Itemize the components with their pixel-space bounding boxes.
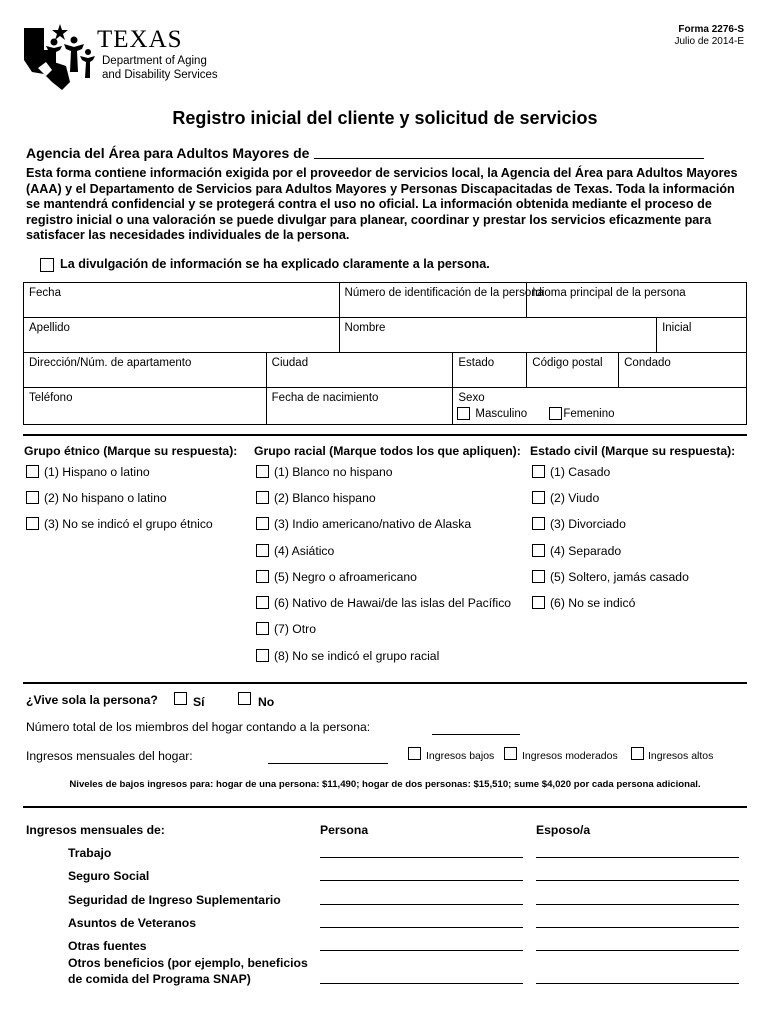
household-income-input-line[interactable] [268,763,388,764]
racial-option: (2) Blanco hispano [256,491,376,505]
texas-state-figures-icon [24,22,96,92]
income-esposo-line[interactable] [536,927,739,928]
inicial-field[interactable]: Inicial [657,318,747,353]
logo-department-line: Department of Aging [102,55,207,67]
condado-field[interactable]: Condado [619,353,747,388]
income-persona-line[interactable] [320,904,523,905]
lives-alone-si-checkbox[interactable] [174,692,187,705]
lives-alone-no-checkbox[interactable] [238,692,251,705]
income-high-checkbox[interactable] [631,747,644,760]
racial-checkbox[interactable] [256,570,269,583]
marital-checkbox[interactable] [532,465,545,478]
marital-status-header: Estado civil (Marque su respuesta): [530,444,736,458]
income-high-label: Ingresos altos [648,750,714,762]
id-number-field[interactable]: Número de identificación de la persona [339,283,527,318]
apellido-field[interactable]: Apellido [24,318,340,353]
income-moderate-label: Ingresos moderados [522,750,618,762]
racial-option: (1) Blanco no hispano [256,465,393,479]
fecha-field[interactable]: Fecha [24,283,340,318]
income-esposo-line[interactable] [536,857,739,858]
masculino-checkbox[interactable] [457,407,470,420]
racial-option: (4) Asiático [256,544,334,558]
income-esposo-line[interactable] [536,880,739,881]
income-persona-line[interactable] [320,983,523,984]
racial-checkbox[interactable] [256,596,269,609]
language-field[interactable]: Idioma principal de la persona [527,283,747,318]
marital-checkbox[interactable] [532,517,545,530]
ethnic-checkbox[interactable] [26,491,39,504]
income-persona-line[interactable] [320,950,523,951]
lives-alone-si-label: Sí [193,695,205,709]
marital-option: (1) Casado [532,465,610,479]
income-row-label: Seguridad de Ingreso Suplementario [68,893,281,907]
marital-checkbox[interactable] [532,596,545,609]
income-persona-line[interactable] [320,880,523,881]
ethnic-group-header: Grupo étnico (Marque su respuesta): [24,444,238,458]
disclosure-label: La divulgación de información se ha explicado claramente a la persona. [60,257,490,271]
income-esposo-line[interactable] [536,950,739,951]
income-persona-line[interactable] [320,927,523,928]
form-date: Julio de 2014-E [674,36,744,47]
racial-option: (3) Indio americano/nativo de Alaska [256,517,471,531]
direccion-field[interactable]: Dirección/Núm. de apartamento [24,353,267,388]
marital-option: (6) No se indicó [532,596,635,610]
section-divider-2 [23,682,747,684]
racial-group-header: Grupo racial (Marque todos los que apliquen): [254,444,521,458]
household-members-label: Número total de los miembros del hogar contando a la persona: [26,720,371,734]
income-row-label: Otros beneficios (por ejemplo, beneficios de comida del Programa SNAP) [68,956,308,986]
agency-input-line[interactable] [314,158,704,159]
disclosure-checkbox[interactable] [40,258,54,272]
fecha-nacimiento-field[interactable]: Fecha de nacimiento [266,388,453,425]
lives-alone-label: ¿Vive sola la persona? [26,693,158,707]
disclosure-row [40,257,490,272]
persona-column-header: Persona [320,823,369,837]
telefono-field[interactable]: Teléfono [24,388,267,425]
form-number: Forma 2276-S [678,24,744,35]
form-number-block [675,24,745,48]
income-row-label: Trabajo [68,846,112,860]
estado-field[interactable]: Estado [453,353,527,388]
ethnic-option: (3) No se indicó el grupo étnico [26,517,213,531]
household-income-label: Ingresos mensuales del hogar: [26,749,193,763]
income-low-checkbox[interactable] [408,747,421,760]
income-row-label: Otras fuentes [68,939,147,953]
lives-alone-no-label: No [258,695,275,709]
texas-dads-logo [24,22,224,92]
income-persona-line[interactable] [320,857,523,858]
income-low-label: Ingresos bajos [426,750,495,762]
page-title: Registro inicial del cliente y solicitud de servicios [172,108,598,128]
intro-paragraph: Esta forma contiene información exigida por el proveedor de servicios local, la Agencia del Área para Adultos Mayores (AAA) y el Departamento de Servicios para Adultos Mayores y Personas Discapacitadas de Texas. Toda la información se mantendrá confidencial y se protegerá contra el uso no oficial. La información obtenida mediante el proceso de registro inicial o una valoración se puede divulgar para planear, coordinar y prestar los servicios eficazmente para satisfacer las necesidades individuales de la persona. [26,166,738,243]
monthly-income-header: Ingresos mensuales de: [26,823,165,837]
ethnic-option: (1) Hispano o latino [26,465,150,479]
racial-option: (6) Nativo de Hawai/de las islas del Pacífico [256,596,511,610]
marital-option: (2) Viudo [532,491,599,505]
racial-checkbox[interactable] [256,622,269,635]
personal-info-grid [23,282,747,425]
section-divider-3 [23,806,747,808]
racial-option: (5) Negro o afroamericano [256,570,417,584]
ethnic-checkbox[interactable] [26,465,39,478]
income-row-label: Seguro Social [68,869,150,883]
marital-checkbox[interactable] [532,570,545,583]
ethnic-checkbox[interactable] [26,517,39,530]
income-esposo-line[interactable] [536,904,739,905]
marital-option: (4) Separado [532,544,621,558]
racial-checkbox[interactable] [256,517,269,530]
agency-label: Agencia del Área para Adultos Mayores de [26,145,310,161]
racial-checkbox[interactable] [256,465,269,478]
income-row-label: Asuntos de Veteranos [68,916,197,930]
sexo-masculino-option: Masculino [457,407,527,420]
sexo-femenino-option: Femenino [549,407,614,420]
ciudad-field[interactable]: Ciudad [266,353,453,388]
esposo-column-header: Esposo/a [536,823,591,837]
racial-option: (8) No se indicó el grupo racial [256,649,439,663]
income-moderate-checkbox[interactable] [504,747,517,760]
household-members-input-line[interactable] [432,734,520,735]
femenino-checkbox[interactable] [549,407,562,420]
racial-checkbox[interactable] [256,649,269,662]
marital-checkbox[interactable] [532,491,545,504]
low-income-levels-note: Niveles de bajos ingresos para: hogar de una persona: $11,490; hogar de dos personas: $15,510; sume $4,020 por cada persona adicional. [69,779,701,790]
codigo-postal-field[interactable]: Código postal [527,353,619,388]
marital-checkbox[interactable] [532,544,545,557]
logo-services-line: and Disability Services [102,69,218,81]
logo-texas-text: TEXAS [97,26,183,53]
racial-checkbox[interactable] [256,491,269,504]
marital-option: (3) Divorciado [532,517,626,531]
racial-option: (7) Otro [256,622,316,636]
income-esposo-line[interactable] [536,983,739,984]
section-divider-1 [23,434,747,436]
nombre-field[interactable]: Nombre [339,318,657,353]
sexo-field: Sexo Masculino Femenino [453,388,747,425]
ethnic-option: (2) No hispano o latino [26,491,167,505]
marital-option: (5) Soltero, jamás casado [532,570,689,584]
racial-checkbox[interactable] [256,544,269,557]
